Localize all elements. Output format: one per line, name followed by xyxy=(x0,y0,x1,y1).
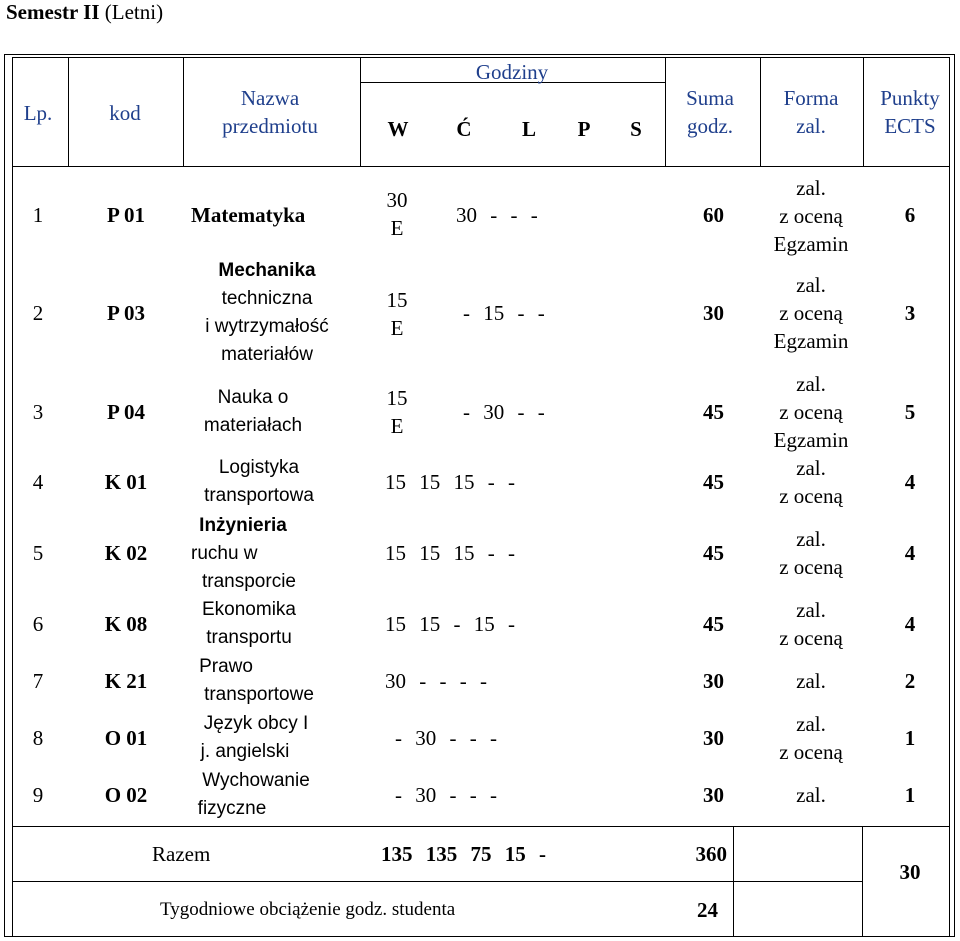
row-3-forma-1: zal. xyxy=(796,372,826,396)
grid-line xyxy=(12,881,862,882)
row-5-lp: 5 xyxy=(32,541,44,565)
row-8-kod: O 01 xyxy=(104,726,148,750)
row-5-kod: K 02 xyxy=(104,541,148,565)
row-4-hours: 15 15 15 - - xyxy=(385,470,515,494)
header-godziny: Godziny xyxy=(475,60,549,84)
row-6-ects: 4 xyxy=(904,612,916,636)
row-5-forma-2: z oceną xyxy=(779,555,843,579)
row-7-hours: 30 - - - - xyxy=(385,669,487,693)
header-suma-2: godz. xyxy=(686,114,734,138)
row-9-hours: - 30 - - - xyxy=(395,783,497,807)
grid-line xyxy=(862,826,863,937)
header-p: P xyxy=(577,117,591,141)
row-4-suma: 45 xyxy=(703,470,724,494)
row-3-w-1: 15 xyxy=(386,386,408,410)
row-1-lp: 1 xyxy=(32,203,44,227)
row-4-lp: 4 xyxy=(32,470,44,494)
grid-line xyxy=(360,57,361,167)
grid-line xyxy=(665,57,666,167)
row-2-hours: - 15 - - xyxy=(463,301,545,325)
row-2-nazwa-4: materiałów xyxy=(221,344,313,365)
row-2-suma: 30 xyxy=(703,301,724,325)
header-lp: Lp. xyxy=(23,101,53,125)
row-5-hours: 15 15 15 - - xyxy=(385,541,515,565)
row-2-lp: 2 xyxy=(32,301,44,325)
row-4-nazwa-2: transportowa xyxy=(204,485,314,506)
page-title: Semestr II (Letni) xyxy=(6,0,164,24)
razem-suma: 360 xyxy=(695,842,727,866)
row-7-nazwa-1: Prawo xyxy=(199,656,253,677)
row-9-nazwa-1: Wychowanie xyxy=(202,770,310,791)
row-2-forma-1: zal. xyxy=(796,273,826,297)
row-8-suma: 30 xyxy=(703,726,724,750)
row-2-w-2: E xyxy=(390,316,404,340)
row-2-forma-3: Egzamin xyxy=(773,329,849,353)
row-6-forma-1: zal. xyxy=(796,598,826,622)
header-c: Ć xyxy=(456,117,472,141)
row-3-w-2: E xyxy=(390,414,404,438)
row-2-forma-2: z oceną xyxy=(779,301,843,325)
grid-line xyxy=(68,57,69,167)
razem-label: Razem xyxy=(152,842,211,866)
row-1-hours: 30 - - - xyxy=(456,203,538,227)
row-2-w-1: 15 xyxy=(386,288,408,312)
row-3-forma-3: Egzamin xyxy=(773,428,849,452)
grid-line xyxy=(760,57,761,167)
row-2-kod: P 03 xyxy=(107,301,145,325)
row-9-kod: O 02 xyxy=(104,783,148,807)
row-1-suma: 60 xyxy=(703,203,724,227)
row-6-nazwa-1: Ekonomika xyxy=(202,599,296,620)
row-7-lp: 7 xyxy=(32,669,44,693)
row-8-ects: 1 xyxy=(904,726,916,750)
header-punkty-1: Punkty xyxy=(880,86,940,110)
grid-line xyxy=(12,936,950,937)
header-nazwa-2: przedmiotu xyxy=(222,114,318,138)
tygodniowe-label: Tygodniowe obciążenie godz. studenta xyxy=(160,899,456,920)
row-5-nazwa-2: ruchu w xyxy=(191,543,258,564)
row-7-suma: 30 xyxy=(703,669,724,693)
header-s: S xyxy=(630,117,642,141)
row-3-ects: 5 xyxy=(904,400,916,424)
row-8-forma-1: zal. xyxy=(796,712,826,736)
row-5-forma-1: zal. xyxy=(796,527,826,551)
row-3-hours: - 30 - - xyxy=(463,400,545,424)
row-4-kod: K 01 xyxy=(104,470,148,494)
header-w: W xyxy=(387,117,409,141)
row-3-kod: P 04 xyxy=(107,400,145,424)
row-1-nazwa-1: Matematyka xyxy=(191,203,306,227)
razem-values: 135 135 75 15 - xyxy=(381,842,546,866)
row-7-forma-1: zal. xyxy=(796,669,826,693)
row-6-kod: K 08 xyxy=(104,612,148,636)
row-2-nazwa-3: i wytrzymałość xyxy=(205,316,329,337)
razem-ects: 30 xyxy=(899,860,921,884)
header-punkty-2: ECTS xyxy=(884,114,936,138)
row-3-nazwa-1: Nauka o xyxy=(217,387,289,408)
row-9-lp: 9 xyxy=(32,783,44,807)
row-2-nazwa-1: Mechanika xyxy=(218,260,316,281)
row-5-nazwa-3: transporcie xyxy=(202,571,296,592)
row-8-nazwa-1: Język obcy I xyxy=(203,713,309,734)
row-4-forma-1: zal. xyxy=(796,456,826,480)
grid-line xyxy=(733,826,734,937)
header-suma-1: Suma xyxy=(686,86,734,110)
header-kod: kod xyxy=(109,101,141,125)
grid-line xyxy=(12,166,950,167)
row-3-suma: 45 xyxy=(703,400,724,424)
row-1-forma-1: zal. xyxy=(796,176,826,200)
row-2-ects: 3 xyxy=(904,301,916,325)
row-3-forma-2: z oceną xyxy=(779,400,843,424)
row-1-w-1: 30 xyxy=(386,188,408,212)
row-4-ects: 4 xyxy=(904,470,916,494)
row-1-forma-3: Egzamin xyxy=(773,232,849,256)
row-8-forma-2: z oceną xyxy=(779,740,843,764)
row-3-lp: 3 xyxy=(32,400,44,424)
header-nazwa-1: Nazwa xyxy=(240,86,300,110)
row-5-ects: 4 xyxy=(904,541,916,565)
header-forma-2: zal. xyxy=(796,114,826,138)
row-6-nazwa-2: transportu xyxy=(206,627,292,648)
row-8-lp: 8 xyxy=(32,726,44,750)
grid-line xyxy=(12,826,950,827)
row-9-suma: 30 xyxy=(703,783,724,807)
header-forma-1: Forma xyxy=(783,86,839,110)
row-1-ects: 6 xyxy=(904,203,916,227)
row-5-nazwa-1: Inżynieria xyxy=(199,515,287,536)
grid-line xyxy=(12,57,950,58)
row-7-ects: 2 xyxy=(904,669,916,693)
row-5-suma: 45 xyxy=(703,541,724,565)
row-4-forma-2: z oceną xyxy=(779,484,843,508)
row-7-nazwa-2: transportowe xyxy=(204,684,314,705)
row-6-lp: 6 xyxy=(32,612,44,636)
row-6-hours: 15 15 - 15 - xyxy=(385,612,515,636)
row-1-forma-2: z oceną xyxy=(779,204,843,228)
grid-line xyxy=(949,57,950,937)
row-8-nazwa-2: j. angielski xyxy=(200,741,290,762)
row-6-suma: 45 xyxy=(703,612,724,636)
grid-line xyxy=(12,57,13,827)
tygodniowe-value: 24 xyxy=(697,898,718,922)
row-1-w-2: E xyxy=(390,216,404,240)
grid-line xyxy=(183,57,184,167)
row-6-forma-2: z oceną xyxy=(779,626,843,650)
row-9-ects: 1 xyxy=(904,783,916,807)
row-1-kod: P 01 xyxy=(107,203,145,227)
row-4-nazwa-1: Logistyka xyxy=(218,457,300,478)
row-8-hours: - 30 - - - xyxy=(395,726,497,750)
row-2-nazwa-2: techniczna xyxy=(221,288,313,309)
row-7-kod: K 21 xyxy=(104,669,148,693)
row-9-nazwa-2: fizyczne xyxy=(197,798,267,819)
grid-line xyxy=(863,57,864,167)
row-3-nazwa-2: materiałach xyxy=(203,415,303,436)
header-l: L xyxy=(521,117,537,141)
row-9-forma-1: zal. xyxy=(796,783,826,807)
